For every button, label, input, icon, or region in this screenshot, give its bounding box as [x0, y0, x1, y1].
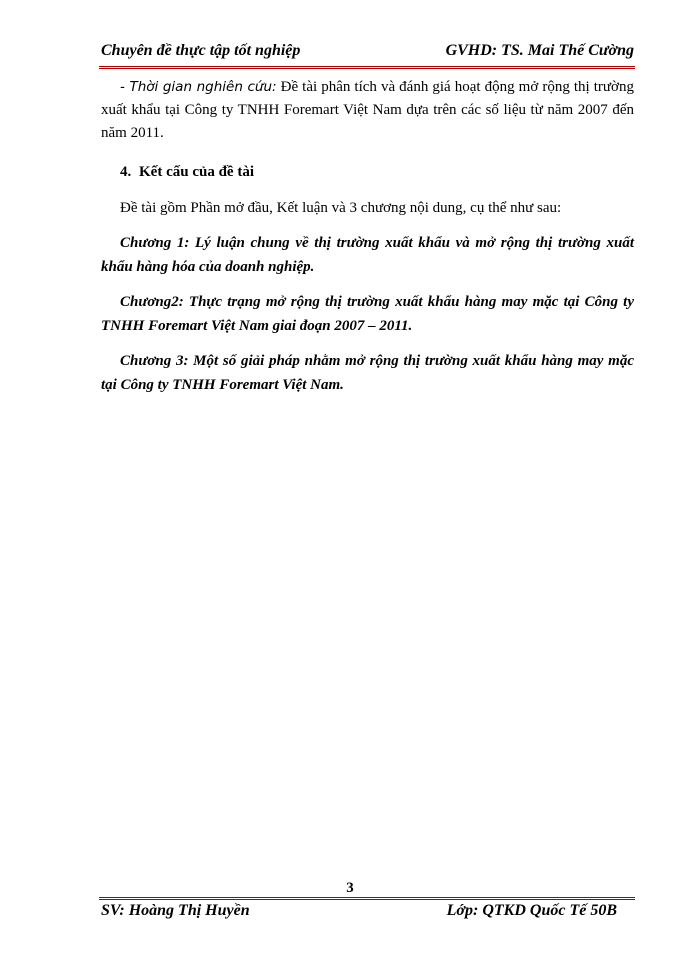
research-time-label: - Thời gian nghiên cứu:: [120, 79, 277, 95]
structure-intro: Đề tài gồm Phần mở đầu, Kết luận và 3 chương nội dung, cụ thể như sau:: [120, 200, 562, 216]
section-heading: [101, 161, 634, 184]
header-thesis-title: Chuyên đề thực tập tốt nghiệp: [101, 42, 301, 59]
header-supervisor: GVHD: TS. Mai Thế Cường: [445, 42, 634, 59]
footer-divider: [99, 897, 635, 900]
chapter-1: Chương 1: Lý luận chung về thị trường xuất khẩu và mở rộng thị trường xuất khẩu hàng hóa của doanh nghiệp.: [101, 235, 634, 275]
section-title: Kết cấu của đề tài: [139, 164, 254, 180]
research-time-paragraph: [101, 76, 634, 145]
research-time-text: Đề tài phân tích và đánh giá hoạt động mở rộng thị trường xuất khẩu tại Công ty TNHH Foremart Việt Nam dựa trên các số liệu từ năm 2007 đến năm 2011.: [101, 79, 634, 141]
page-body: [101, 76, 634, 397]
chapter-2: Chương2: Thực trạng mở rộng thị trường xuất khẩu hàng may mặc tại Công ty TNHH Foremart Việt Nam giai đoạn 2007 – 2011.: [101, 294, 634, 334]
footer-class: Lớp: QTKD Quốc Tế 50B: [446, 902, 617, 919]
section-number: 4.: [120, 164, 132, 180]
chapter-3: Chương 3: Một số giải pháp nhằm mở rộng thị trường xuất khẩu hàng may mặc tại Công ty TNHH Foremart Việt Nam.: [101, 353, 634, 393]
page-footer: [101, 902, 617, 922]
page-number: 3: [346, 880, 354, 896]
footer-student: SV: Hoàng Thị Huyền: [101, 902, 250, 919]
header-divider: [99, 66, 635, 69]
page-header: [101, 42, 634, 62]
